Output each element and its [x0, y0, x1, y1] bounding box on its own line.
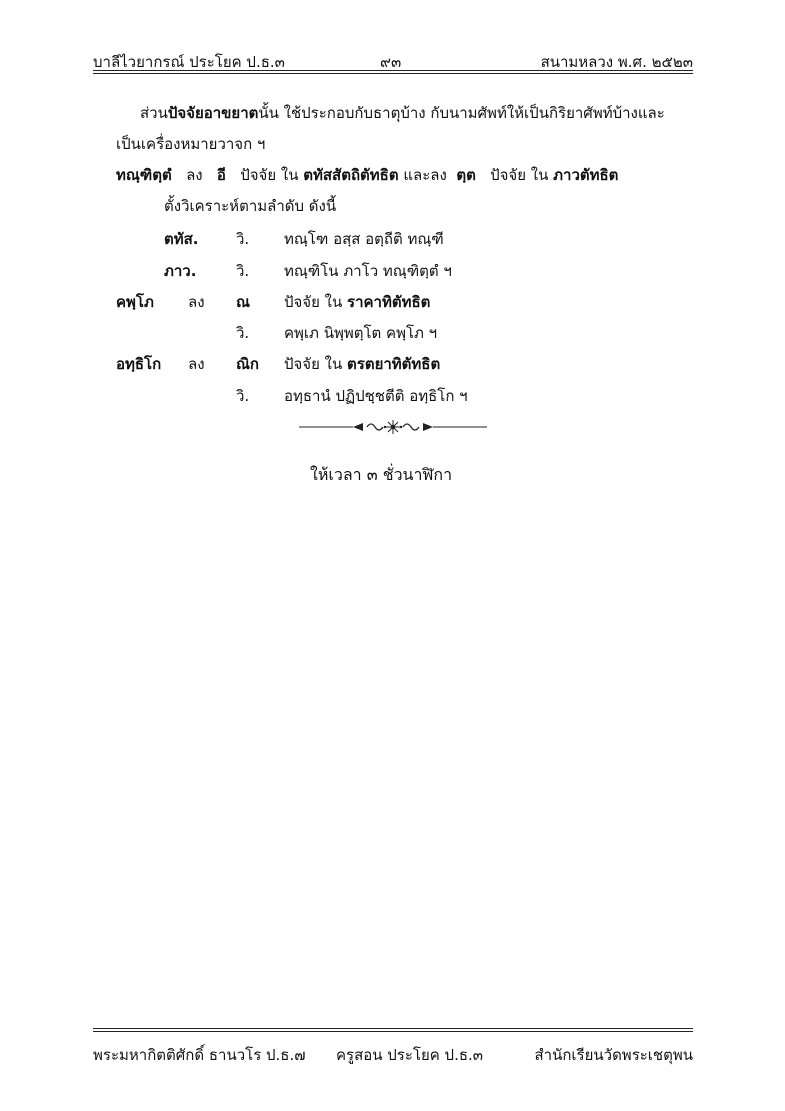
entry1-row1-text: ทณฺโฑ อสฺส อตฺถีติ ทณฺฑี: [284, 230, 444, 248]
entry1-b2: ตทัสสัตถิตัทธิต: [303, 166, 399, 184]
entry1-row2-label: ภาว.: [164, 262, 197, 280]
entry3-b2: ตรตยาทิตัทธิต: [347, 355, 441, 373]
entry1-b4: ภาวตัทธิต: [553, 166, 619, 184]
header-left: บาลีไวยากรณ์ ประโยค ป.ธ.๓: [93, 53, 285, 71]
entry2-t2: ปัจจัย ใน: [284, 293, 343, 311]
entry1-row1-label: ตทัส.: [164, 230, 199, 248]
entry2-word: คพฺโภ: [116, 293, 154, 311]
time-note: ให้เวลา ๓ ชั่วนาฬิกา: [310, 465, 453, 484]
entry2-t1: ลง: [188, 293, 205, 311]
intro-rest: นั้น ใช้ประกอบกับธาตุบ้าง กับนามศัพท์ให้เป็นกิริยาศัพท์บ้างและ: [258, 104, 665, 122]
entry3-b1: ณิก: [236, 355, 259, 373]
entry1-line-2: ตั้งวิเคราะห์ตามลำดับ ดังนี้: [164, 197, 337, 215]
entry3-t2: ปัจจัย ใน: [284, 355, 343, 373]
footer-rule: [93, 1028, 693, 1032]
footer-right: สำนักเรียนวัดพระเชตุพน: [534, 1046, 693, 1064]
entry2-b2: ราคาทิตัทธิต: [347, 293, 431, 311]
entry3-vi: วิ.: [236, 387, 250, 405]
entry3-desc: [284, 352, 440, 376]
entry2-vi: วิ.: [236, 324, 250, 342]
entry3-word: อทฺธิโก: [116, 355, 162, 373]
page-number: ๙๓: [380, 53, 402, 71]
entry1-t1: ลง: [186, 166, 203, 184]
intro-line-1: [140, 101, 665, 125]
header-rule: [93, 70, 693, 74]
entry1-t3: และลง: [403, 166, 447, 184]
footer-left: พระมหากิตติศักดิ์ ธานวโร ป.ธ.๗: [93, 1046, 306, 1064]
entry1-t2: ปัจจัย ใน: [240, 166, 299, 184]
entry1-row2-text: ทณฺฑิโน ภาโว ทณฺฑิตฺตํ ฯ: [284, 262, 452, 280]
entry1-row2-vi: วิ.: [236, 262, 250, 280]
entry1-t4: ปัจจัย ใน: [490, 166, 549, 184]
entry1-word: ทณฺฑิตฺตํ: [116, 166, 172, 184]
entry3-text: อทฺธานํ ปฏิปชฺชตีติ อทฺธิโก ฯ: [284, 387, 468, 405]
entry2-text: คพฺเภ นิพฺพตฺโต คพฺโภ ฯ: [284, 324, 438, 342]
entry1-row1-vi: วิ.: [236, 230, 250, 248]
entry2-b1: ณ: [236, 293, 250, 311]
footer-center: ครูสอน ประโยค ป.ธ.๓: [336, 1046, 484, 1064]
entry1-b1: อี: [216, 166, 226, 184]
intro-prefix: ส่วน: [140, 104, 168, 122]
ornament-divider-icon: [297, 418, 489, 436]
header-right: สนามหลวง พ.ศ. ๒๕๒๓: [540, 53, 693, 71]
entry2-desc: [284, 290, 430, 314]
entry3-t1: ลง: [188, 355, 205, 373]
intro-line-2: เป็นเครื่องหมายวาจก ฯ: [116, 135, 266, 153]
entry1-line: [116, 163, 618, 187]
entry1-b3: ตฺต: [456, 166, 476, 184]
intro-bold-term: ปัจจัยอาขยาต: [167, 104, 259, 122]
